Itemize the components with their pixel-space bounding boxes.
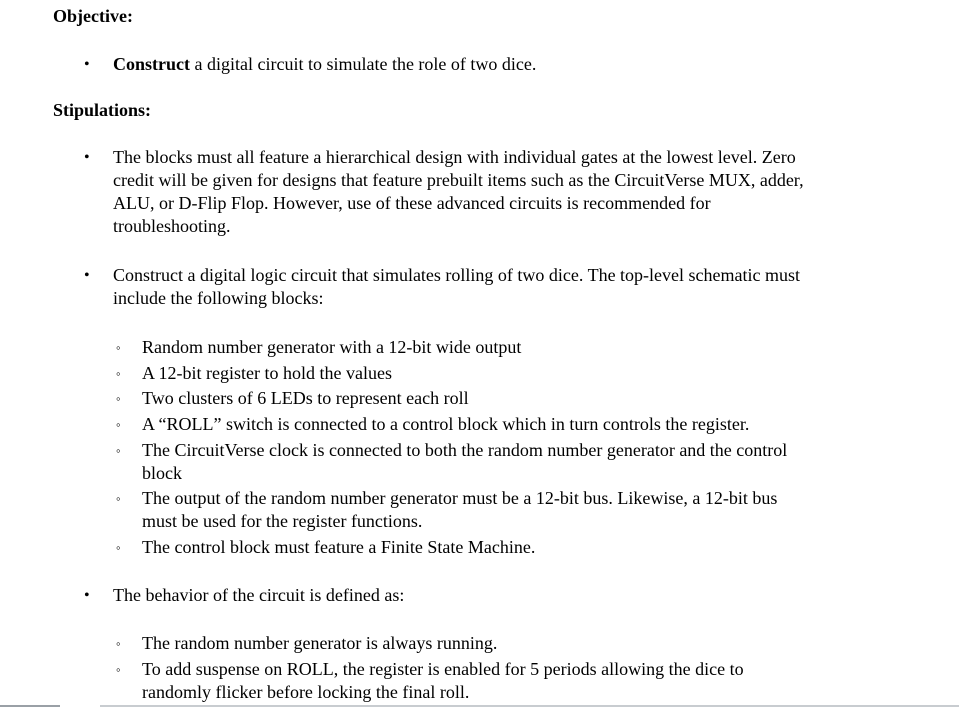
sub-bullet-glyph: ◦ bbox=[116, 636, 121, 651]
text-line: The blocks must all feature a hierarchical design with individual gates at the lowest level. Zero bbox=[113, 147, 796, 167]
sub-bullet-glyph: ◦ bbox=[116, 443, 121, 458]
text-line: To add suspense on ROLL, the register is enabled for 5 periods allowing the dice to bbox=[142, 659, 744, 679]
stipulation-2-text bbox=[113, 264, 883, 310]
stipulations-heading: Stipulations: bbox=[53, 100, 152, 120]
objective-text bbox=[113, 53, 883, 76]
text-line: The control block must feature a Finite State Machine. bbox=[142, 537, 536, 557]
objective-rest: a digital circuit to simulate the role of two dice. bbox=[190, 54, 537, 74]
scrollbar-thumb[interactable] bbox=[100, 705, 959, 707]
bullet-glyph: • bbox=[84, 149, 90, 166]
bullet-glyph: • bbox=[84, 56, 90, 73]
text-line: The random number generator is always running. bbox=[142, 633, 498, 653]
text-line: randomly flicker before locking the final roll. bbox=[142, 682, 470, 702]
text-line: Random number generator with a 12-bit wide output bbox=[142, 337, 522, 357]
text-line: must be used for the register functions. bbox=[142, 511, 423, 531]
stipulation-1-text bbox=[113, 146, 883, 238]
sub-bullet-glyph: ◦ bbox=[116, 662, 121, 677]
sub-bullet-glyph: ◦ bbox=[116, 340, 121, 355]
text-line: Two clusters of 6 LEDs to represent each roll bbox=[142, 388, 469, 408]
text-line: A 12-bit register to hold the values bbox=[142, 363, 392, 383]
stipulation-3-text bbox=[113, 584, 883, 607]
text-line: The output of the random number generator must be a 12-bit bus. Likewise, a 12-bit bus bbox=[142, 488, 778, 508]
text-line: include the following blocks: bbox=[113, 288, 324, 308]
sub-bullet-glyph: ◦ bbox=[116, 540, 121, 555]
bullet-glyph: • bbox=[84, 267, 90, 284]
objective-lead: Construct bbox=[113, 54, 190, 74]
text-line: block bbox=[142, 463, 182, 483]
text-line: The behavior of the circuit is defined as: bbox=[113, 585, 405, 605]
sub-bullet-glyph: ◦ bbox=[116, 417, 121, 432]
text-line: A “ROLL” switch is connected to a control block which in turn controls the register. bbox=[142, 414, 750, 434]
bullet-glyph: • bbox=[84, 587, 90, 604]
text-line: credit will be given for designs that feature prebuilt items such as the CircuitVerse MUX, adder, bbox=[113, 170, 804, 190]
scrollbar-track-left bbox=[0, 705, 60, 707]
sub-bullet-glyph: ◦ bbox=[116, 366, 121, 381]
sub-bullet-glyph: ◦ bbox=[116, 491, 121, 506]
text-line: Construct a digital logic circuit that simulates rolling of two dice. The top-level schematic must bbox=[113, 265, 801, 285]
sub-bullet-glyph: ◦ bbox=[116, 391, 121, 406]
objective-heading: Objective: bbox=[53, 6, 133, 26]
horizontal-scrollbar[interactable] bbox=[0, 703, 959, 708]
text-line: ALU, or D-Flip Flop. However, use of these advanced circuits is recommended for bbox=[113, 193, 711, 213]
text-line: The CircuitVerse clock is connected to both the random number generator and the control bbox=[142, 440, 788, 460]
text-line: troubleshooting. bbox=[113, 216, 231, 236]
